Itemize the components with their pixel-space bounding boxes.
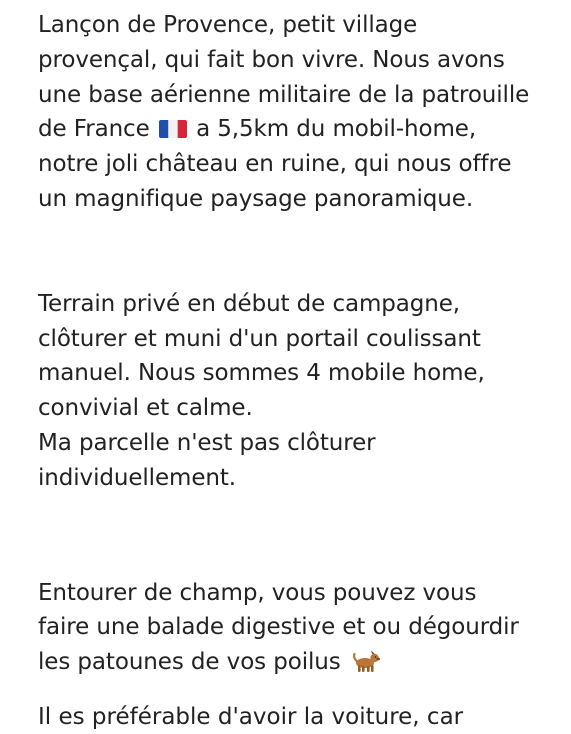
description-line: un magnifique paysage panoramique. [38,185,474,212]
description-line: une base aérienne militaire de la patrouille [38,81,530,108]
description-line [38,112,558,147]
description-line: faire une balade digestive et ou dégourdir [38,614,519,641]
description-line [38,645,558,680]
description-line: individuellement. [38,464,236,491]
description-line: clôturer et muni d'un portail coulissant [38,325,481,352]
dog-icon [352,649,380,673]
description-line: Entourer de champ, vous pouvez vous [38,579,477,606]
paragraph-gap [38,217,558,287]
description-line: Lançon de Provence, petit village [38,12,418,38]
description-line: notre joli château en ruine, qui nous offre [38,151,512,178]
france-flag-icon [159,120,187,138]
description-text: les patounes de vos poilus [38,649,341,676]
listing-description [38,8,558,680]
description-line: convivial et calme. [38,395,253,422]
description-line: manuel. Nous sommes 4 mobile home, [38,360,485,387]
description-text: a 5,5km du mobil-home, [188,116,477,143]
description-text: de France [38,116,150,143]
description-line: Ma parcelle n'est pas clôturer [38,429,376,456]
paragraph-gap [38,496,558,576]
description-line: Il es préférable d'avoir la voiture, car [38,704,464,730]
description-line: provençal, qui fait bon vivre. Nous avons [38,46,505,73]
description-line: Terrain privé en début de campagne, [38,290,461,317]
